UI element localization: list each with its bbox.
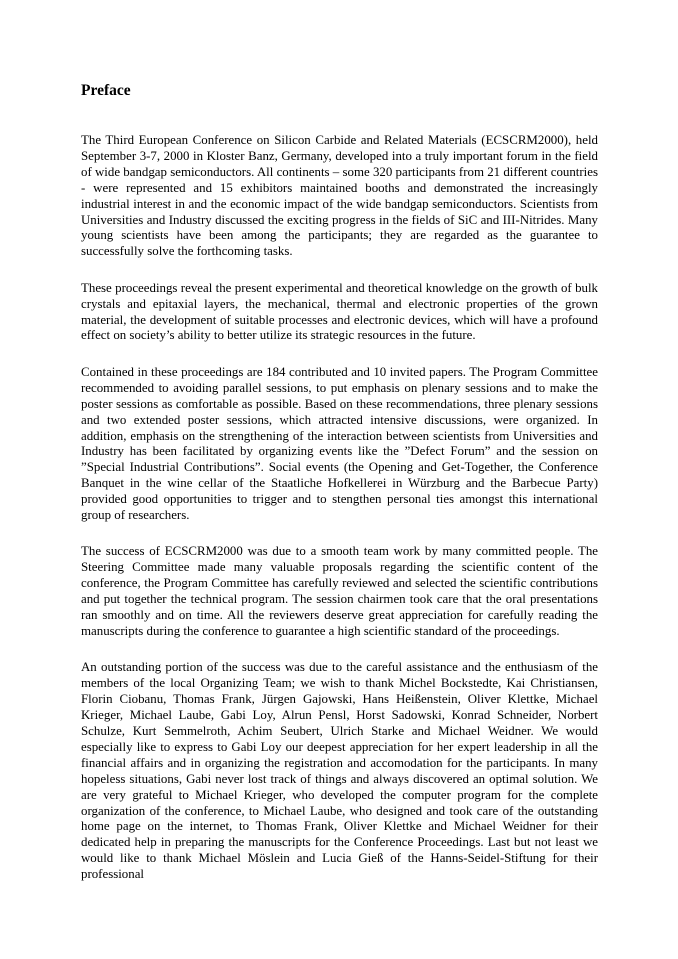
page-title: Preface (81, 82, 131, 99)
paragraph-4: The success of ECSCRM2000 was due to a smooth team work by many committed people. The Steering Committee made many valuable proposals regarding the scientific content of the conference, the Program Committee has carefully reviewed and selected the scientific contributions and put together the technical program. The session chairmen took care that the oral presentations ran smoothly and on time. All the reviewers deserve great appreciation for carefully reading the manuscripts during the conference to guarantee a high scientific standard of the proceedings. (81, 544, 598, 638)
paragraph-5: An outstanding portion of the success was due to the careful assistance and the enthusiasm of the members of the local Organizing Team; we wish to thank Michel Bockstedte, Kai Christiansen, Florin Ciobanu, Thomas Frank, Jürgen Gajowski, Hans Heißenstein, Oliver Klettke, Michael Krieger, Michael Laube, Gabi Loy, Alrun Pensl, Horst Sadowski, Konrad Schneider, Norbert Schulze, Kurt Semmelroth, Achim Seubert, Ulrich Starke and Michael Weidner. We would especially like to express to Gabi Loy our deepest appreciation for her expert leadership in all the financial affairs and in organizing the registration and accomodation for the participants. In many hopeless situations, Gabi never lost track of things and always discovered an optimal solution. We are very grateful to Michael Krieger, who developed the computer program for the complete organization of the conference, to Michael Laube, who designed and took care of the outstanding home page on the internet, to Thomas Frank, Oliver Klettke and Michael Weidner for their dedicated help in preparing the manuscripts for the Conference Proceedings. Last but not least we would like to thank Michael Möslein and Lucia Gieß of the Hanns-Seidel-Stiftung for their professional (81, 660, 598, 882)
body-text (81, 133, 598, 904)
paragraph-1: The Third European Conference on Silicon Carbide and Related Materials (ECSCRM2000), held September 3-7, 2000 in Kloster Banz, Germany, developed into a truly important forum in the field of wide bandgap semiconductors. All continents – some 320 participants from 21 different countries - were represented and 15 exhibitors maintained booths and demonstrated the increasingly industrial interest in and the economic impact of the wide bandgap semiconductors. Scientists from Universities and Industry discussed the exciting progress in the fields of SiC and III-Nitrides. Many young scientists have been among the participants; they are regarded as the guarantee to successfully solve the forthcoming tasks. (81, 133, 598, 259)
paragraph-2: These proceedings reveal the present experimental and theoretical knowledge on the growth of bulk crystals and epitaxial layers, the mechanical, thermal and electronic properties of the grown material, the development of suitable processes and electronic devices, which will have a profound effect on society’s ability to better utilize its strategic resources in the future. (81, 280, 598, 343)
paragraph-3: Contained in these proceedings are 184 contributed and 10 invited papers. The Program Committee recommended to avoiding parallel sessions, to put emphasis on plenary sessions and to make the poster sessions as comfortable as possible. Based on these recommendations, three plenary sessions and two extended poster sessions, which attracted intensive discussions, were organized. In addition, emphasis on the strengthening of the interaction between scientists from Universities and Industry has been facilitated by organizing events like the ”Defect Forum” and the session on ”Special Industrial Contributions”. Social events (the Opening and Get-Together, the Conference Banquet in the wine cellar of the Staatliche Hofkellerei in Würzburg and the Barbecue Party) provided good opportunities to trigger and to stengthen personal ties amongst this international group of researchers. (81, 364, 598, 523)
